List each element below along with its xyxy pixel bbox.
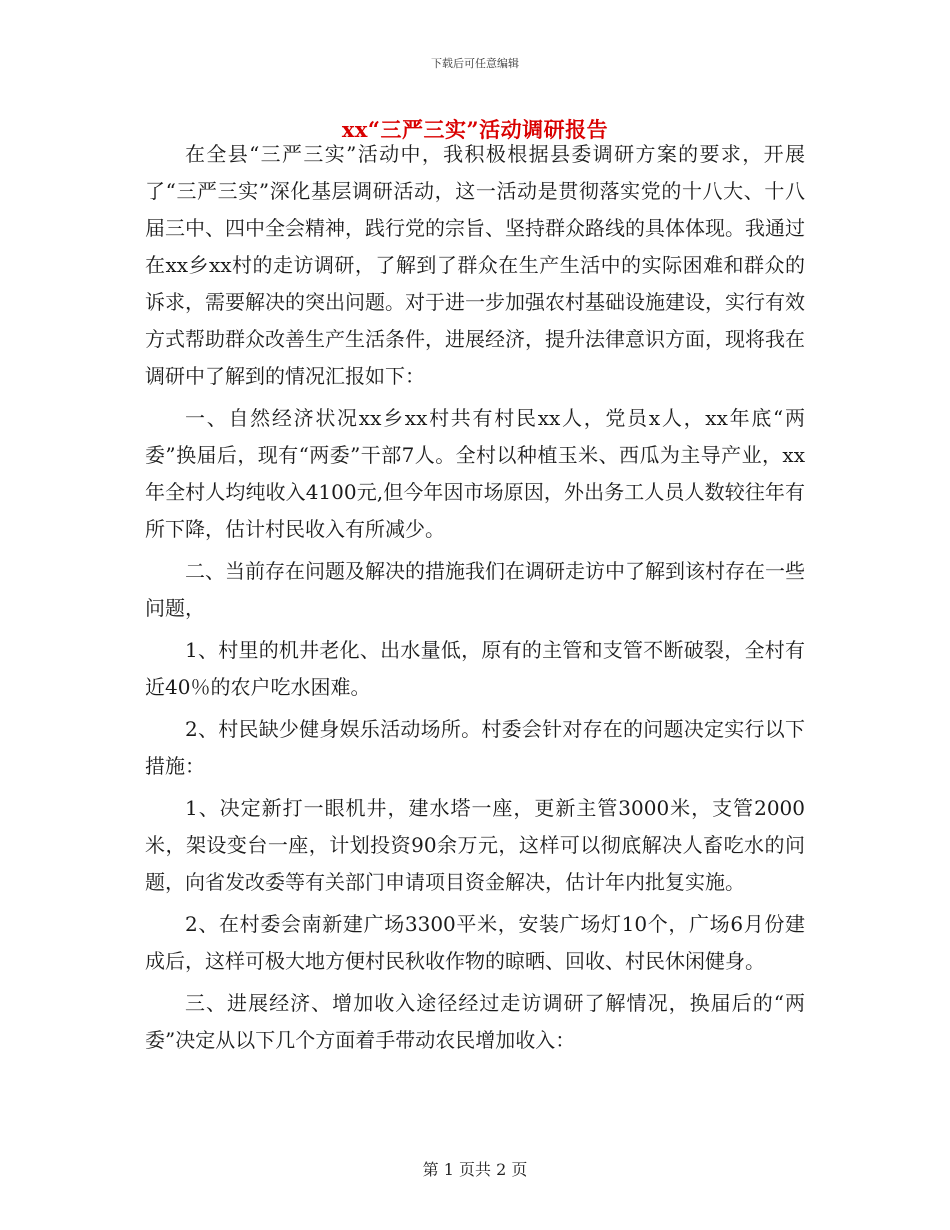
paragraph-economy: 一、自然经济状况xx乡xx村共有村民xx人，党员x人，xx年底“两委”换届后，现有“两委”干部7人。全村以种植玉米、西瓜为主导产业，xx年全村人均纯收入4100元,但今年因市场原因，外出务工人员人数较往年有所下降，估计村民收入有所减少。 (145, 406, 805, 541)
header-note: 下载后可任意编辑 (431, 57, 519, 70)
paragraph-measure-2: 2、在村委会南新建广场3300平米，安装广场灯10个，广场6月份建成后，这样可极大地方便村民秋收作物的晾晒、回收、村民休闲健身。 (145, 912, 805, 973)
paragraph-problem-1: 1、村里的机井老化、出水量低，原有的主管和支管不断破裂，全村有近40％的农户吃水困难。 (145, 638, 805, 699)
paragraph-intro: 在全县“三严三实”活动中，我积极根据县委调研方案的要求，开展了“三严三实”深化基层调研活动，这一活动是贯彻落实党的十八大、十八届三中、四中全会精神，践行党的宗旨、坚持群众路线的具体体现。我通过在xx乡xx村的走访调研，了解到了群众在生产生活中的实际困难和群众的诉求，需要解决的突出问题。对于进一步加强农村基础设施建设，实行有效方式帮助群众改善生产生活条件，进展经济，提升法律意识方面，现将我在调研中了解到的情况汇报如下： (145, 142, 805, 388)
paragraph-problems: 二、当前存在问题及解决的措施我们在调研走访中了解到该村存在一些问题， (145, 559, 805, 620)
page-number: 第 1 页共 2 页 (422, 1160, 528, 1179)
paragraph-measure-1: 1、决定新打一眼机井，建水塔一座，更新主管3000米，支管2000米，架设变台一座，计划投资90余万元，这样可以彻底解决人畜吃水的问题，向省发改委等有关部门申请项目资金解决，估计年内批复实施。 (145, 796, 805, 894)
paragraph-income: 三、进展经济、增加收入途径经过走访调研了解情况，换届后的“两委”决定从以下几个方面着手带动农民增加收入： (145, 991, 805, 1052)
document-body (145, 136, 805, 1059)
document-title: xx“三严三实”活动调研报告 (341, 117, 609, 142)
paragraph-problem-2: 2、村民缺少健身娱乐活动场所。村委会针对存在的问题决定实行以下措施： (145, 717, 805, 778)
